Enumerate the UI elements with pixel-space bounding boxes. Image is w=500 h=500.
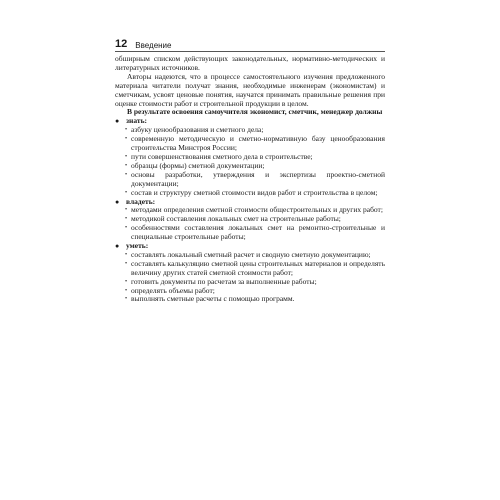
lead-paragraph: В результате освоения самоучителя экономист, сметчик, менеджер должны [127,107,383,117]
list-item-text: определять объемы работ; [131,285,215,295]
list-item-text: методикой составления локальных смет на строительные работы; [131,214,341,224]
bullet-icon: • [125,171,128,178]
running-header [115,34,385,50]
list-item-text: азбуку ценообразования и сметного дела; [131,125,264,135]
list-item-text: пути совершенствования сметного дела в строительстве; [131,151,313,161]
group-master [115,198,385,243]
list-item [115,135,385,153]
group-know [115,117,385,197]
bullet-icon: • [125,207,128,214]
page-number: 12 [115,38,128,50]
bullet-icon: • [125,287,128,294]
list-item-text: современную методическую и сметно-нормативную базу ценообразования строительства Минстроя России; [131,134,385,153]
bullet-icon: • [125,189,128,196]
bullet-list [115,251,385,304]
list-item-text: методами определения сметной стоимости общестроительных и других работ; [131,205,383,215]
paragraph: обширным списком действующих законодательных, нормативно-методических и литературных источников. [115,54,385,72]
list-item-text: состав и структуру сметной стоимости видов работ и строительства в целом; [131,187,378,197]
circle-bullet-icon: ● [115,197,120,206]
list-item-text: составлять локальный сметный расчет и сводную сметную документацию; [131,249,371,259]
group-heading-text: знать: [126,116,148,126]
circle-bullet-icon: ● [115,117,120,126]
bullet-icon: • [125,296,128,303]
group-heading-text: владеть: [126,196,156,206]
bullet-icon: • [125,136,128,143]
group-be-able [115,242,385,304]
list-item [115,295,385,304]
bullet-icon: • [125,251,128,258]
list-item [115,189,385,198]
section-title: Введение [135,41,172,50]
bullet-icon: • [125,216,128,223]
list-item-text: составлять калькуляцию сметной цены строительных материалов и определять величину других статей сметной стоимости работ; [131,258,385,277]
list-item [115,171,385,189]
list-item-text: основы разработки, утверждения и экспертизы проектно-сметной документации; [131,169,385,188]
group-heading-text: уметь: [126,241,149,251]
list-item-text: образцы (формы) сметной документации; [131,160,265,170]
circle-bullet-icon: ● [115,242,120,251]
list-item-text: особенностями составления локальных смет на ремонтно-строительные и специальные строительные работы; [131,223,385,242]
bullet-icon: • [125,278,128,285]
list-item-text: готовить документы по расчетам за выполненные работы; [131,276,317,286]
paragraph: Авторы надеются, что в процессе самостоятельного изучения предложенного материала читатели получат знания, необходимые инженерам (экономистам) и сметчикам, усвоят ценовые понятия, научатся принимать правильные решения при оценке стоимости работ и строительной продукции в целом. [115,71,385,108]
list-item [115,224,385,242]
bullet-icon: • [125,225,128,232]
list-item-text: выполнять сметные расчеты с помощью программ. [131,294,295,304]
bullet-icon: • [125,153,128,160]
bullet-icon: • [125,127,128,134]
bullet-list [115,206,385,242]
bullet-icon: • [125,260,128,267]
header-rule [115,51,385,52]
list-item [115,260,385,278]
bullet-icon: • [125,162,128,169]
bullet-list [115,126,385,197]
page-body [115,55,385,304]
